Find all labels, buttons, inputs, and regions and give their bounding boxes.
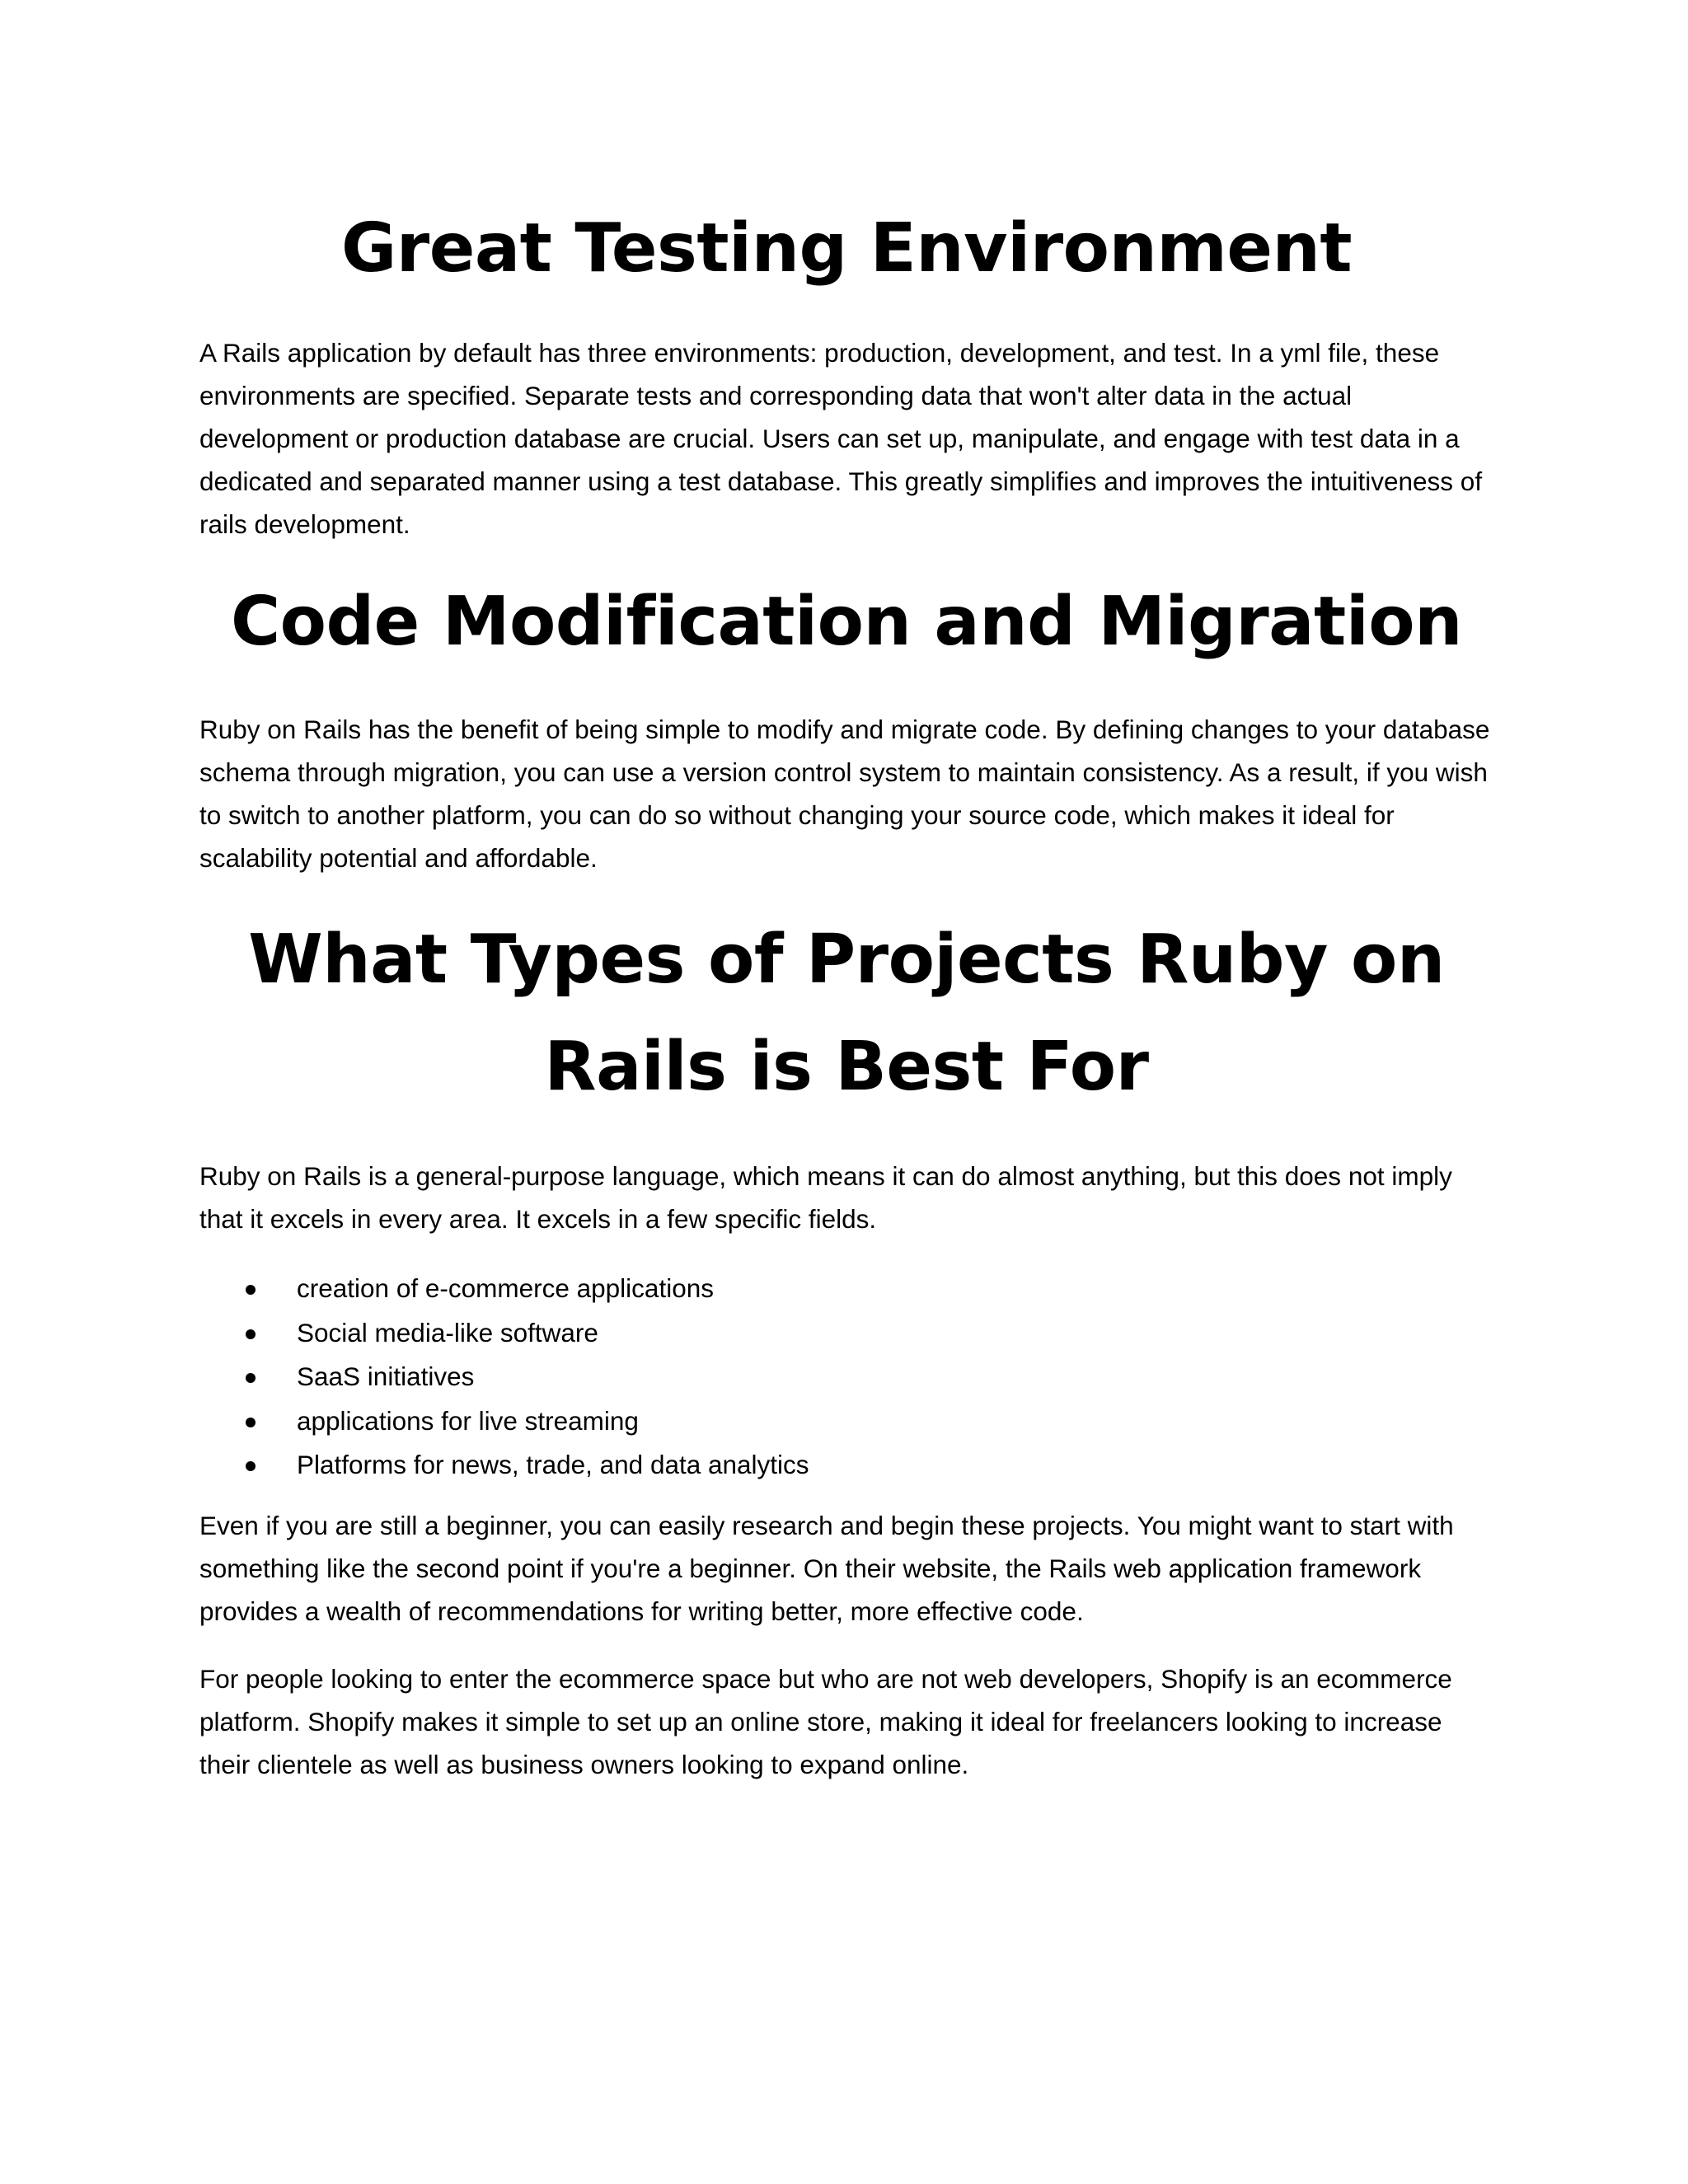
bullet-icon <box>246 1285 256 1295</box>
paragraph-testing-environment: A Rails application by default has three environments: production, development, and test. In a yml file, these environments are specified. Separate tests and corresponding data that won't alter data in the actual development or production database are crucial. Users can set up, manipulate, and engage with test data in a dedicated and separated manner using a test database. This greatly simplifies and improves the intuitiveness of rails development. <box>199 338 1483 539</box>
list-item <box>199 1443 1493 1488</box>
bullet-icon <box>246 1373 256 1383</box>
bullet-icon <box>246 1329 256 1339</box>
paragraph-project-types-intro: Ruby on Rails is a general-purpose language, which means it can do almost anything, but this does not imply that it excels in every area. It excels in a few specific fields. <box>199 1161 1452 1234</box>
list-item-text: SaaS initiatives <box>297 1361 475 1391</box>
paragraph-shopify: For people looking to enter the ecommerce space but who are not web developers, Shopify is an ecommerce platform. Shopify makes it simple to set up an online store, making it ideal for freelancers looking to increase their clientele as well as business owners looking to expand online. <box>199 1664 1452 1779</box>
bullet-icon <box>246 1461 256 1471</box>
bullet-icon <box>246 1418 256 1427</box>
project-types-list <box>199 1267 1493 1488</box>
paragraph-code-modification: Ruby on Rails has the benefit of being simple to modify and migrate code. By defining changes to your database schema through migration, you can use a version control system to maintain consistency. As a result, if you wish to switch to another platform, you can do so without changing your source code, which makes it ideal for scalability potential and affordable. <box>199 715 1490 873</box>
list-item <box>199 1355 1493 1399</box>
list-item <box>199 1399 1493 1444</box>
heading-project-types: What Types of Projects Ruby on Rails is Best For <box>248 921 1445 1106</box>
list-item-text: Platforms for news, trade, and data analytics <box>297 1450 809 1479</box>
heading-great-testing-environment: Great Testing Environment <box>340 209 1353 288</box>
list-item-text: Social media-like software <box>297 1317 598 1347</box>
list-item-text: creation of e-commerce applications <box>297 1273 714 1303</box>
heading-code-modification-and-migration: Code Modification and Migration <box>230 583 1463 661</box>
list-item <box>199 1267 1493 1311</box>
list-item-text: applications for live streaming <box>297 1405 639 1436</box>
paragraph-beginner-advice: Even if you are still a beginner, you can easily research and begin these projects. You might want to start with something like the second point if you're a beginner. On their website, the Rails web application framework provides a wealth of recommendations for writing better, more effective code. <box>199 1511 1454 1626</box>
list-item <box>199 1311 1493 1356</box>
